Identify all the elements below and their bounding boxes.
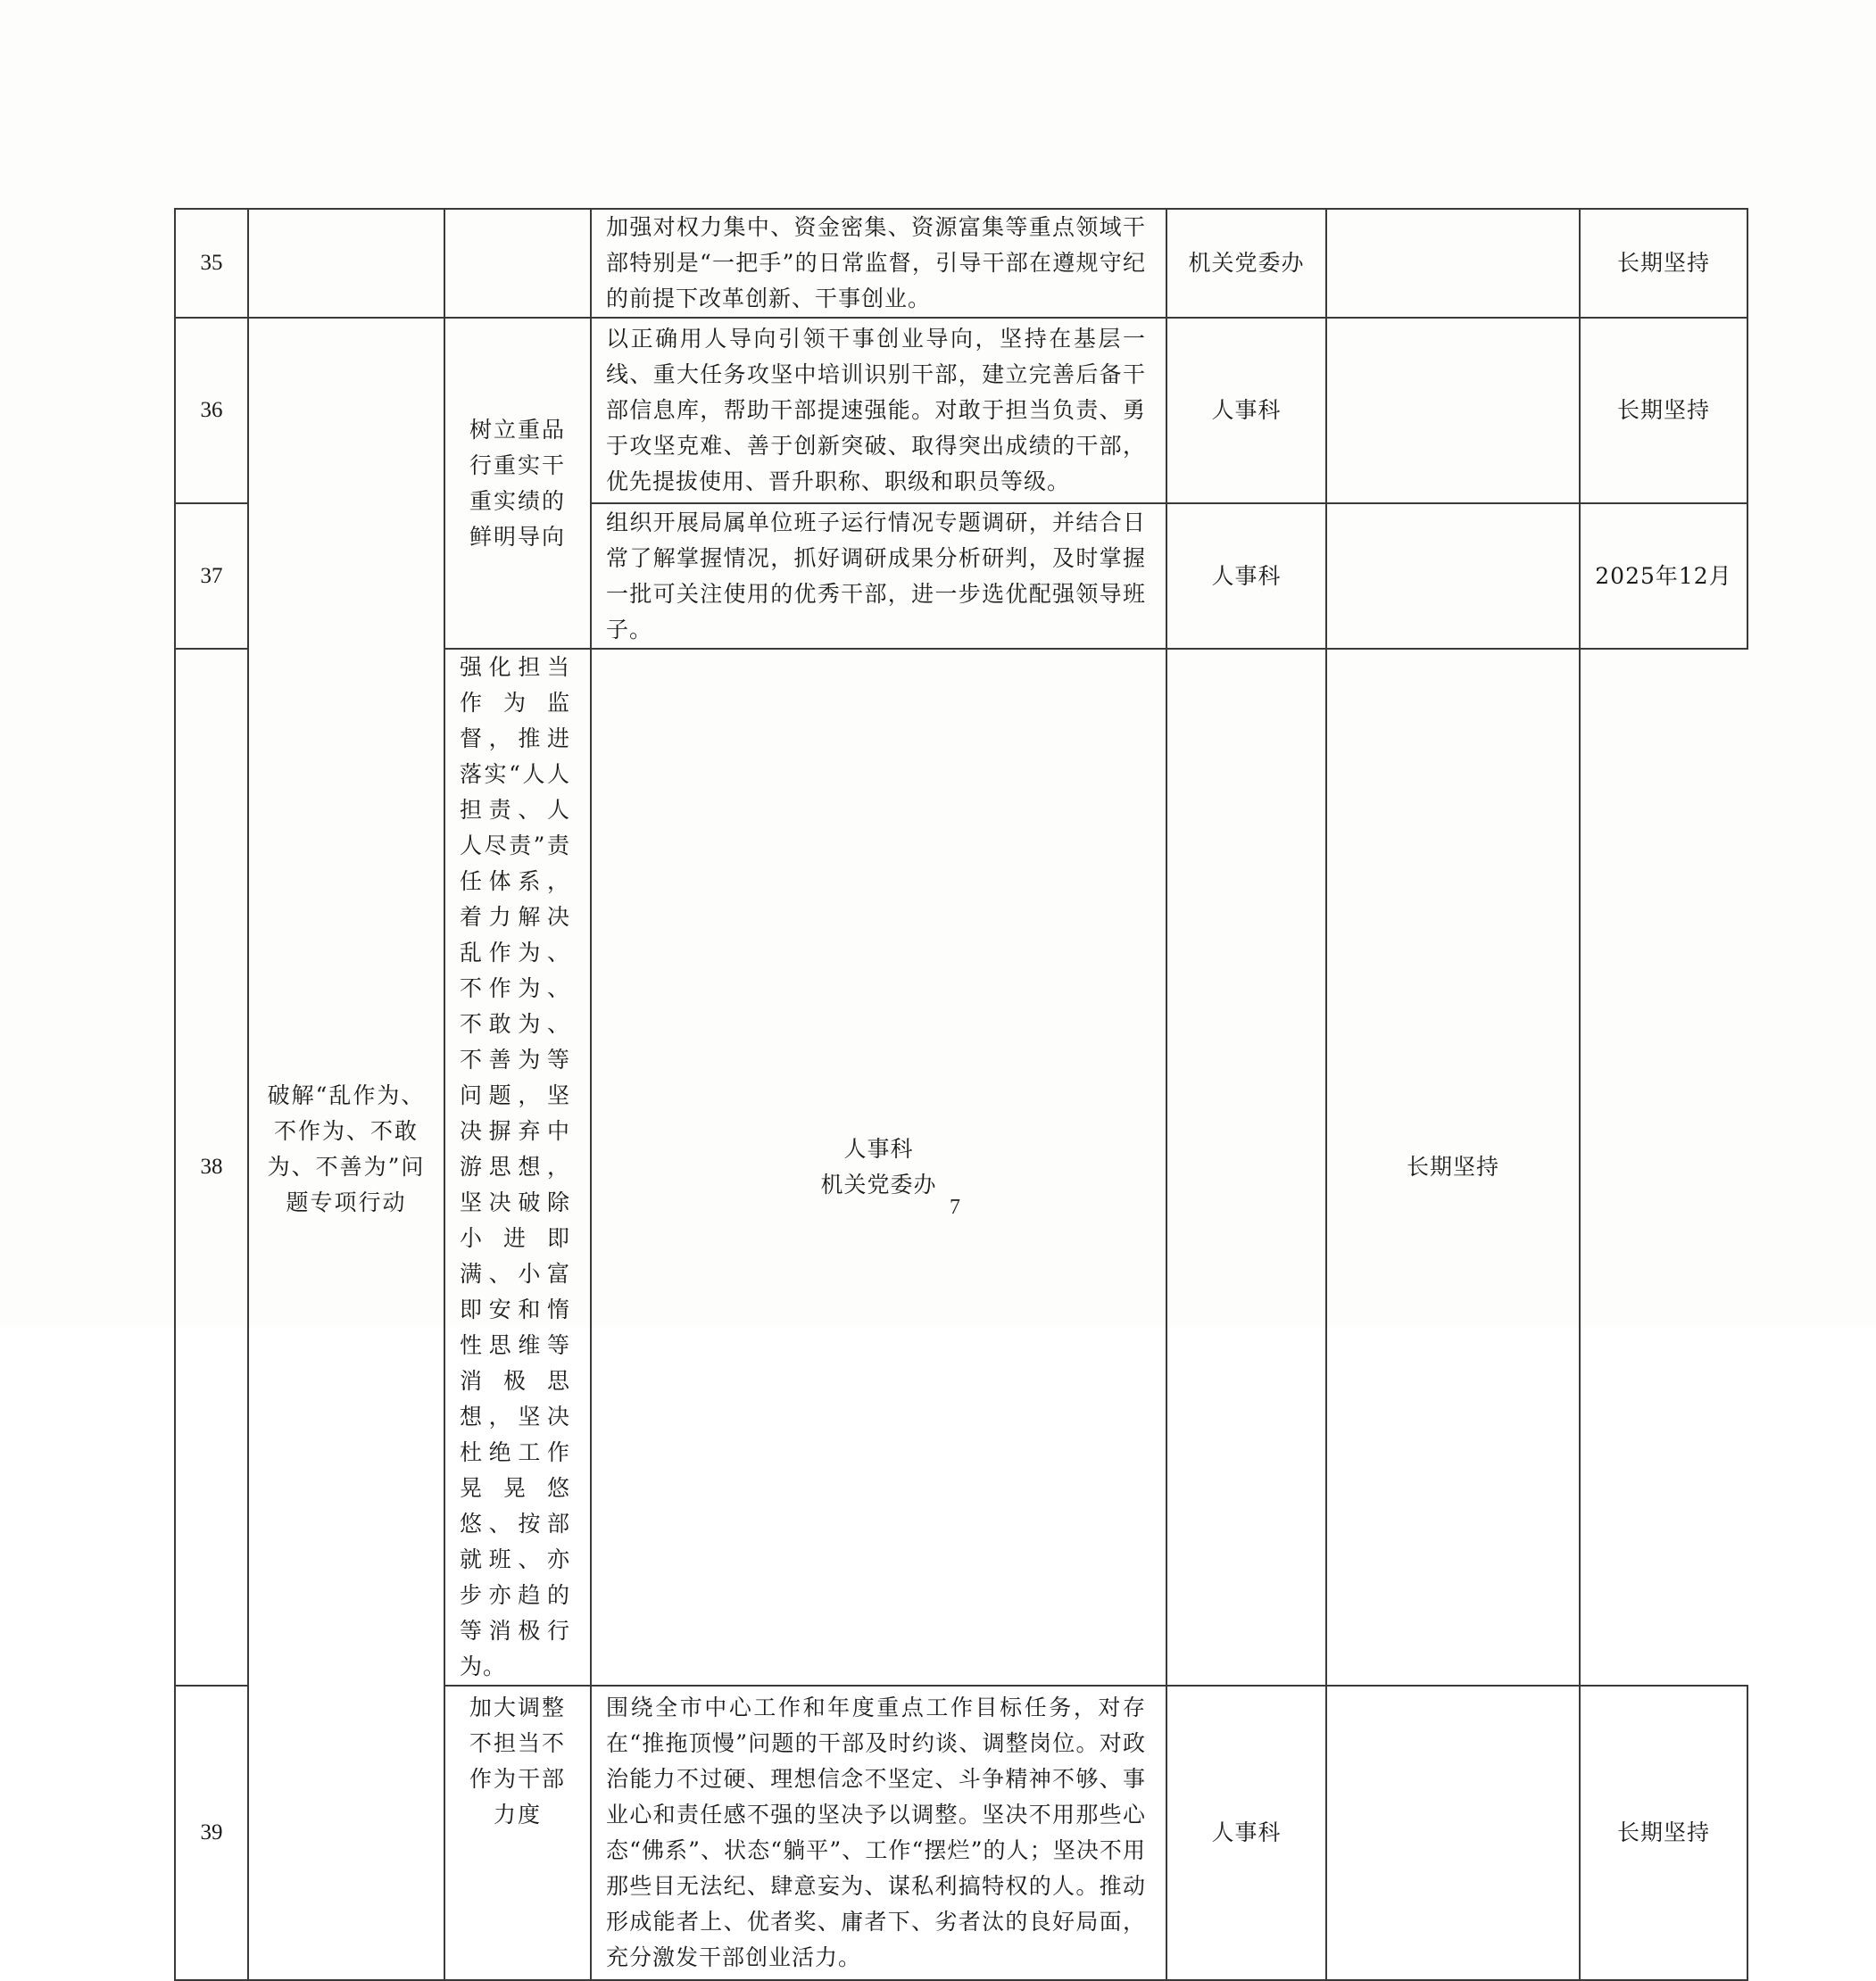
responsible-dept [1166, 1686, 1326, 1980]
deadline: 2025年12月 [1580, 503, 1747, 649]
task-content: 以正确用人导向引领干事创业导向，坚持在基层一线、重大任务攻坚中培训识别干部，建立完善后备干部信息库，帮助干部提速强能。对敢于担当负责、勇于攻坚克难、善于创新突破、取得突出成绩的干部，优先提拔使用、晋升职称、职级和职员等级。 [591, 318, 1166, 503]
deadline: 长期坚持 [1326, 649, 1580, 1686]
responsible-dept [591, 649, 1166, 1686]
blank-cell [1326, 1686, 1580, 1980]
dept-line: 人事科 [843, 1136, 914, 1162]
task-content: 围绕全市中心工作和年度重点工作目标任务，对存在“推拖顶慢”问题的干部及时约谈、调整岗位。对政治能力不过硬、理想信念不坚定、斗争精神不够、事业心和责任感不强的坚决予以调整。坚决不用那些心态“佛系”、状态“躺平”、工作“摆烂”的人；坚决不用那些目无法纪、肆意妄为、谋私利搞特权的人。推动形成能者上、优者奖、庸者下、劣者汰的良好局面，充分激发干部创业活力。 [591, 1686, 1166, 1980]
sub-measure-label: 加大调整不担当不作为干部力度 [444, 1686, 591, 1980]
dept-line: 人事科 [1211, 562, 1282, 589]
blank-cell [1326, 503, 1580, 649]
dept-line: 机关党委办 [1188, 250, 1305, 276]
blank-cell [1326, 209, 1580, 318]
group-cell-empty [248, 209, 444, 318]
responsible-dept [1166, 209, 1326, 318]
task-table [174, 208, 1748, 1981]
table-row [175, 318, 1747, 503]
dept-line: 人事科 [1211, 397, 1282, 423]
row-number: 38 [175, 649, 248, 1686]
dept-line: 人事科 [1211, 1819, 1282, 1845]
task-content: 加强对权力集中、资金密集、资源富集等重点领域干部特别是“一把手”的日常监督，引导干部在遵规守纪的前提下改革创新、干事创业。 [591, 209, 1166, 318]
row-number: 37 [175, 503, 248, 649]
row-number: 36 [175, 318, 248, 503]
row-number: 39 [175, 1686, 248, 1980]
action-group-label: 破解“乱作为、不作为、不敢为、不善为”问题专项行动 [248, 318, 444, 1980]
task-content: 强化担当作为监督，推进落实“人人担责、人人尽责”责任体系，着力解决乱作为、不作为、不敢为、不善为等问题，坚决摒弃中游思想，坚决破除小进即满、小富即安和惰性思维等消极思想，坚决杜绝工作晃晃悠悠、按部就班、亦步亦趋的等消极行为。 [444, 649, 591, 1686]
deadline: 长期坚持 [1580, 209, 1747, 318]
page-number: 7 [950, 1196, 960, 1219]
sub-cell-continued [444, 209, 591, 318]
row-number: 35 [175, 209, 248, 318]
responsible-dept [1166, 503, 1326, 649]
deadline: 长期坚持 [1580, 1686, 1747, 1980]
task-content: 组织开展局属单位班子运行情况专题调研，并结合日常了解掌握情况，抓好调研成果分析研判，及时掌握一批可关注使用的优秀干部，进一步选优配强领导班子。 [591, 503, 1166, 649]
responsible-dept [1166, 318, 1326, 503]
dept-line: 机关党委办 [820, 1172, 937, 1198]
sub-measure-label: 树立重品行重实干重实绩的鲜明导向 [444, 318, 591, 649]
deadline: 长期坚持 [1580, 318, 1747, 503]
blank-cell [1166, 649, 1326, 1686]
table-row [175, 209, 1747, 318]
blank-cell [1326, 318, 1580, 503]
